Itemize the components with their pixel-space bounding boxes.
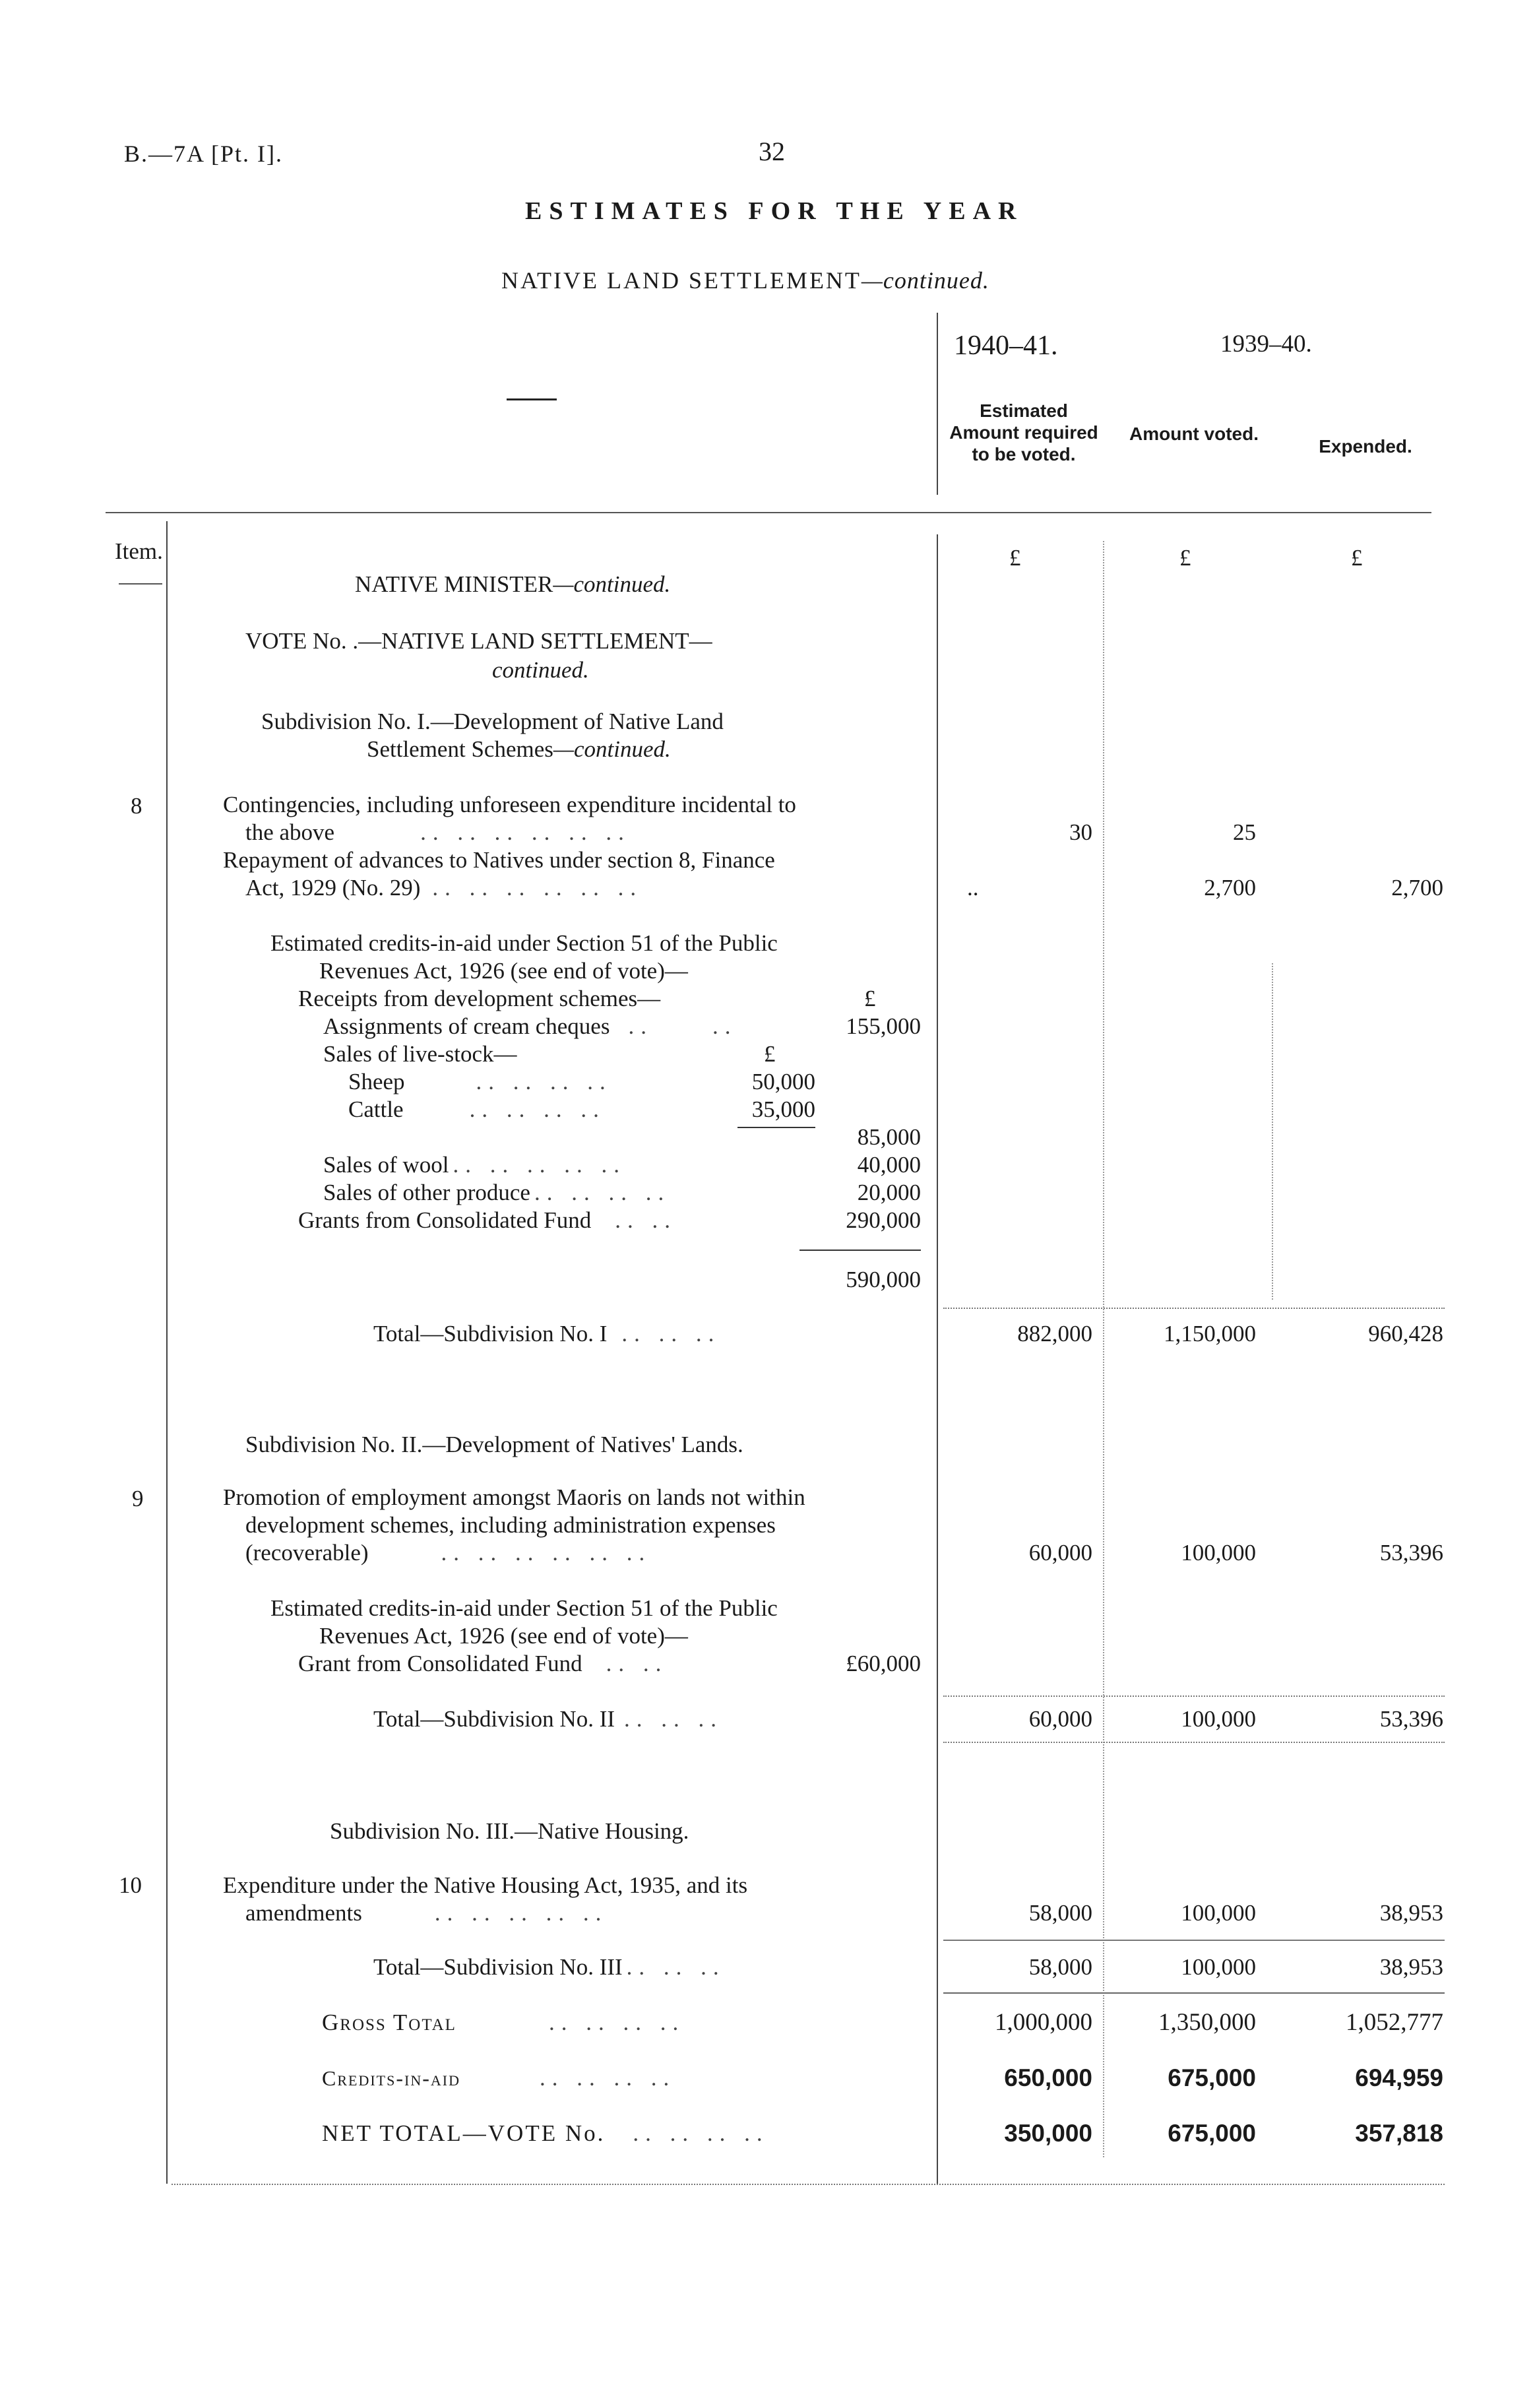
credits-1-total: 590,000 (846, 1267, 921, 1292)
leader-dots: .. .. .. .. (539, 2065, 676, 2091)
item-9-desc-text: (recoverable) (245, 1540, 369, 1566)
item-9-voted: 100,000 (1181, 1540, 1256, 1566)
leader-dots: .. .. .. .. .. (434, 1900, 608, 1926)
leader-dots: .. .. .. (621, 1321, 721, 1347)
item-8-desc-text: the above (245, 819, 335, 845)
subdivision-2-heading: Subdivision No. II.—Development of Natives' Lands. (245, 1432, 743, 1457)
subdivision-1-continued: —continued. (553, 736, 671, 762)
item-10-voted: 100,000 (1181, 1900, 1256, 1926)
subtotal-2-voted: 100,000 (1181, 1706, 1256, 1732)
cream-label-text: Assignments of cream cheques (323, 1013, 610, 1039)
item-column-heading: Item. (115, 538, 163, 564)
produce-label-text: Sales of other produce (323, 1180, 530, 1205)
leader-dots: .. .. .. .. (534, 1180, 671, 1205)
currency-symbol-2: £ (1179, 545, 1191, 571)
repayment-desc-line1: Repayment of advances to Natives under section 8, Finance (223, 847, 775, 873)
vote-continued: continued. (492, 657, 589, 683)
livestock-heading: Sales of live-stock— (323, 1041, 517, 1067)
grants-value: 290,000 (846, 1207, 921, 1233)
subtotal-2-label (373, 1706, 723, 1732)
column-divider-3 (1272, 963, 1273, 1300)
credits-in-aid-label (322, 2065, 675, 2091)
gross-top-rule (943, 1992, 1445, 1994)
subtotal-2-expended: 53,396 (1379, 1706, 1443, 1732)
grants-label (298, 1207, 677, 1234)
item-9-expended: 53,396 (1379, 1540, 1443, 1566)
subtotal-3-label (373, 1954, 726, 1980)
subdivision-1-name: Settlement Schemes (367, 736, 553, 762)
subtotal-1-expended: 960,428 (1368, 1321, 1443, 1347)
year-heading-1939: 1939–40. (1220, 331, 1312, 358)
leader-dots: .. .. (606, 1651, 668, 1676)
heading-dash (507, 398, 557, 400)
subtotal-1-voted: 1,150,000 (1164, 1321, 1256, 1347)
gross-total-voted: 1,350,000 (1158, 2009, 1256, 2036)
subtotal-3-expended: 38,953 (1379, 1954, 1443, 1980)
credits-1-line2: Revenues Act, 1926 (see end of vote)— (319, 958, 688, 984)
page-number: 32 (759, 137, 785, 166)
credits-in-aid-estimated: 650,000 (1004, 2064, 1092, 2091)
subdivision-3-heading: Subdivision No. III.—Native Housing. (330, 1818, 689, 1844)
receipts-heading: Receipts from development schemes— (298, 986, 661, 1011)
wool-value: 40,000 (857, 1152, 921, 1178)
grants-label-text: Grants from Consolidated Fund (298, 1207, 592, 1233)
repayment-desc-line2 (245, 875, 642, 901)
leader-dots: .. .. (615, 1207, 677, 1233)
net-total-label-text: NET TOTAL—VOTE No. (322, 2120, 606, 2146)
footer-rule (172, 2184, 1445, 2185)
column-header-voted: Amount voted. (1129, 424, 1259, 444)
livestock-total: 85,000 (857, 1124, 921, 1150)
sheep-label (348, 1069, 612, 1095)
repayment-estimated: .. (967, 875, 979, 901)
column-header-expended: Expended. (1319, 436, 1412, 457)
leader-dots: .. .. .. .. .. .. (441, 1540, 652, 1566)
item-10-desc-text: amendments (245, 1900, 362, 1926)
subtotal-3-rule (943, 1940, 1445, 1941)
item-10-number: 10 (119, 1872, 142, 1898)
leader-dots: .. .. .. (626, 1954, 726, 1980)
subtotal-3-voted: 100,000 (1181, 1954, 1256, 1980)
grant-label (298, 1651, 668, 1677)
minister-heading (355, 571, 670, 598)
net-total-estimated: 350,000 (1004, 2120, 1092, 2147)
grant-label-text: Grant from Consolidated Fund (298, 1651, 582, 1676)
document-code: B.—7A [Pt. I]. (124, 141, 284, 167)
item-10-desc-line1: Expenditure under the Native Housing Act, 1935, and its (223, 1872, 748, 1898)
gross-total-expended: 1,052,777 (1346, 2009, 1443, 2036)
column-header-estimated: Estimated Amount required to be voted. (949, 400, 1098, 464)
repayment-desc-text: Act, 1929 (No. 29) (245, 875, 421, 901)
subtotal-2-label-text: Total—Subdivision No. II (373, 1706, 615, 1732)
cattle-label (348, 1096, 606, 1123)
leader-dots: .. .. .. .. .. .. (420, 819, 631, 845)
header-column-divider (937, 313, 938, 495)
credits-2-line2: Revenues Act, 1926 (see end of vote)— (319, 1623, 688, 1649)
subtotal-3-label-text: Total—Subdivision No. III (373, 1954, 623, 1980)
livestock-currency: £ (764, 1041, 776, 1067)
credits-sum-rule (799, 1250, 921, 1251)
cream-value: 155,000 (846, 1013, 921, 1039)
grant-value: £60,000 (846, 1651, 921, 1676)
item-9-desc-line3 (245, 1540, 651, 1566)
gross-total-estimated: 1,000,000 (995, 2009, 1092, 2036)
sheep-value: 50,000 (751, 1069, 815, 1094)
subtotal-2-estimated: 60,000 (1028, 1706, 1092, 1732)
page-title: ESTIMATES FOR THE YEAR (525, 197, 1024, 225)
sheep-label-text: Sheep (348, 1069, 405, 1094)
page-subtitle (501, 267, 989, 294)
net-total-voted: 675,000 (1168, 2120, 1256, 2147)
net-total-expended: 357,818 (1355, 2120, 1443, 2147)
currency-symbol-3: £ (1351, 545, 1363, 571)
item-column-divider (166, 521, 168, 2184)
item-8-number: 8 (131, 793, 142, 819)
subtotal-1-label-text: Total—Subdivision No. I (373, 1321, 608, 1347)
leader-dots: .. .. .. .. (633, 2120, 769, 2146)
credits-in-aid-voted: 675,000 (1168, 2064, 1256, 2091)
wool-label (323, 1152, 626, 1178)
produce-label (323, 1180, 670, 1206)
leader-dots: .. (712, 1013, 737, 1039)
gross-total-label-text: Gross Total (322, 2010, 456, 2035)
subtotal-2-rule (943, 1695, 1445, 1697)
cattle-value: 35,000 (751, 1096, 815, 1122)
subtotal-1-rule (943, 1308, 1445, 1309)
item-8-desc-line2 (245, 819, 631, 846)
item-9-desc-line2: development schemes, including administration expenses (245, 1512, 776, 1538)
leader-dots: .. .. .. .. (548, 2010, 685, 2035)
year-heading-1940: 1940–41. (954, 331, 1058, 361)
receipts-currency: £ (864, 986, 876, 1011)
subtotal-2-bottom-rule (943, 1742, 1445, 1743)
leader-dots: .. .. .. (624, 1706, 724, 1732)
subtotal-3-estimated: 58,000 (1028, 1954, 1092, 1980)
item-9-number: 9 (132, 1486, 144, 1511)
leader-dots: .. (628, 1013, 653, 1039)
produce-value: 20,000 (857, 1180, 921, 1205)
subdivision-1-heading-line2 (367, 736, 671, 763)
item-10-desc-line2 (245, 1900, 608, 1926)
cattle-label-text: Cattle (348, 1096, 404, 1122)
subtotal-1-label (373, 1321, 720, 1347)
item-9-desc-line1: Promotion of employment amongst Maoris on lands not within (223, 1484, 805, 1510)
leader-dots: .. .. .. .. (469, 1096, 606, 1122)
credits-2-line1: Estimated credits-in-aid under Section 51 of the Public (270, 1595, 778, 1621)
subdivision-1-heading: Subdivision No. I.—Development of Native Land (261, 709, 724, 734)
wool-label-text: Sales of wool (323, 1152, 449, 1178)
vote-heading: VOTE No. .—NATIVE LAND SETTLEMENT— (245, 628, 712, 654)
minister-continued: —continued. (553, 571, 671, 597)
item-10-expended: 38,953 (1379, 1900, 1443, 1926)
item-10-estimated: 58,000 (1028, 1900, 1092, 1926)
leader-dots: .. .. .. .. .. .. (432, 875, 643, 901)
repayment-expended: 2,700 (1391, 875, 1443, 901)
subtotal-1-estimated: 882,000 (1017, 1321, 1092, 1347)
header-rule (106, 512, 1431, 513)
net-total-label (322, 2120, 769, 2147)
item-8-voted: 25 (1233, 819, 1256, 845)
minister-name: NATIVE MINISTER (355, 571, 553, 597)
subtitle-continued: —continued. (861, 267, 989, 294)
leader-dots: .. .. .. .. .. (453, 1152, 627, 1178)
credits-in-aid-label-text: Credits-in-aid (322, 2066, 460, 2090)
currency-symbol-1: £ (1009, 545, 1021, 571)
credits-1-line1: Estimated credits-in-aid under Section 51 of the Public (270, 930, 778, 956)
gross-total-label (322, 2010, 685, 2036)
item-heading-rule (119, 583, 162, 585)
credits-in-aid-expended: 694,959 (1355, 2064, 1443, 2091)
item-9-estimated: 60,000 (1028, 1540, 1092, 1566)
leader-dots: .. .. .. .. (476, 1069, 612, 1094)
item-8-estimated: 30 (1069, 819, 1092, 845)
item-8-desc-line1: Contingencies, including unforeseen expenditure incidental to (223, 792, 796, 817)
cream-label (323, 1013, 737, 1040)
column-divider-2 (1103, 541, 1104, 2157)
repayment-voted: 2,700 (1204, 875, 1256, 901)
subtitle-main: NATIVE LAND SETTLEMENT (501, 267, 861, 294)
column-divider-1 (937, 534, 938, 2184)
